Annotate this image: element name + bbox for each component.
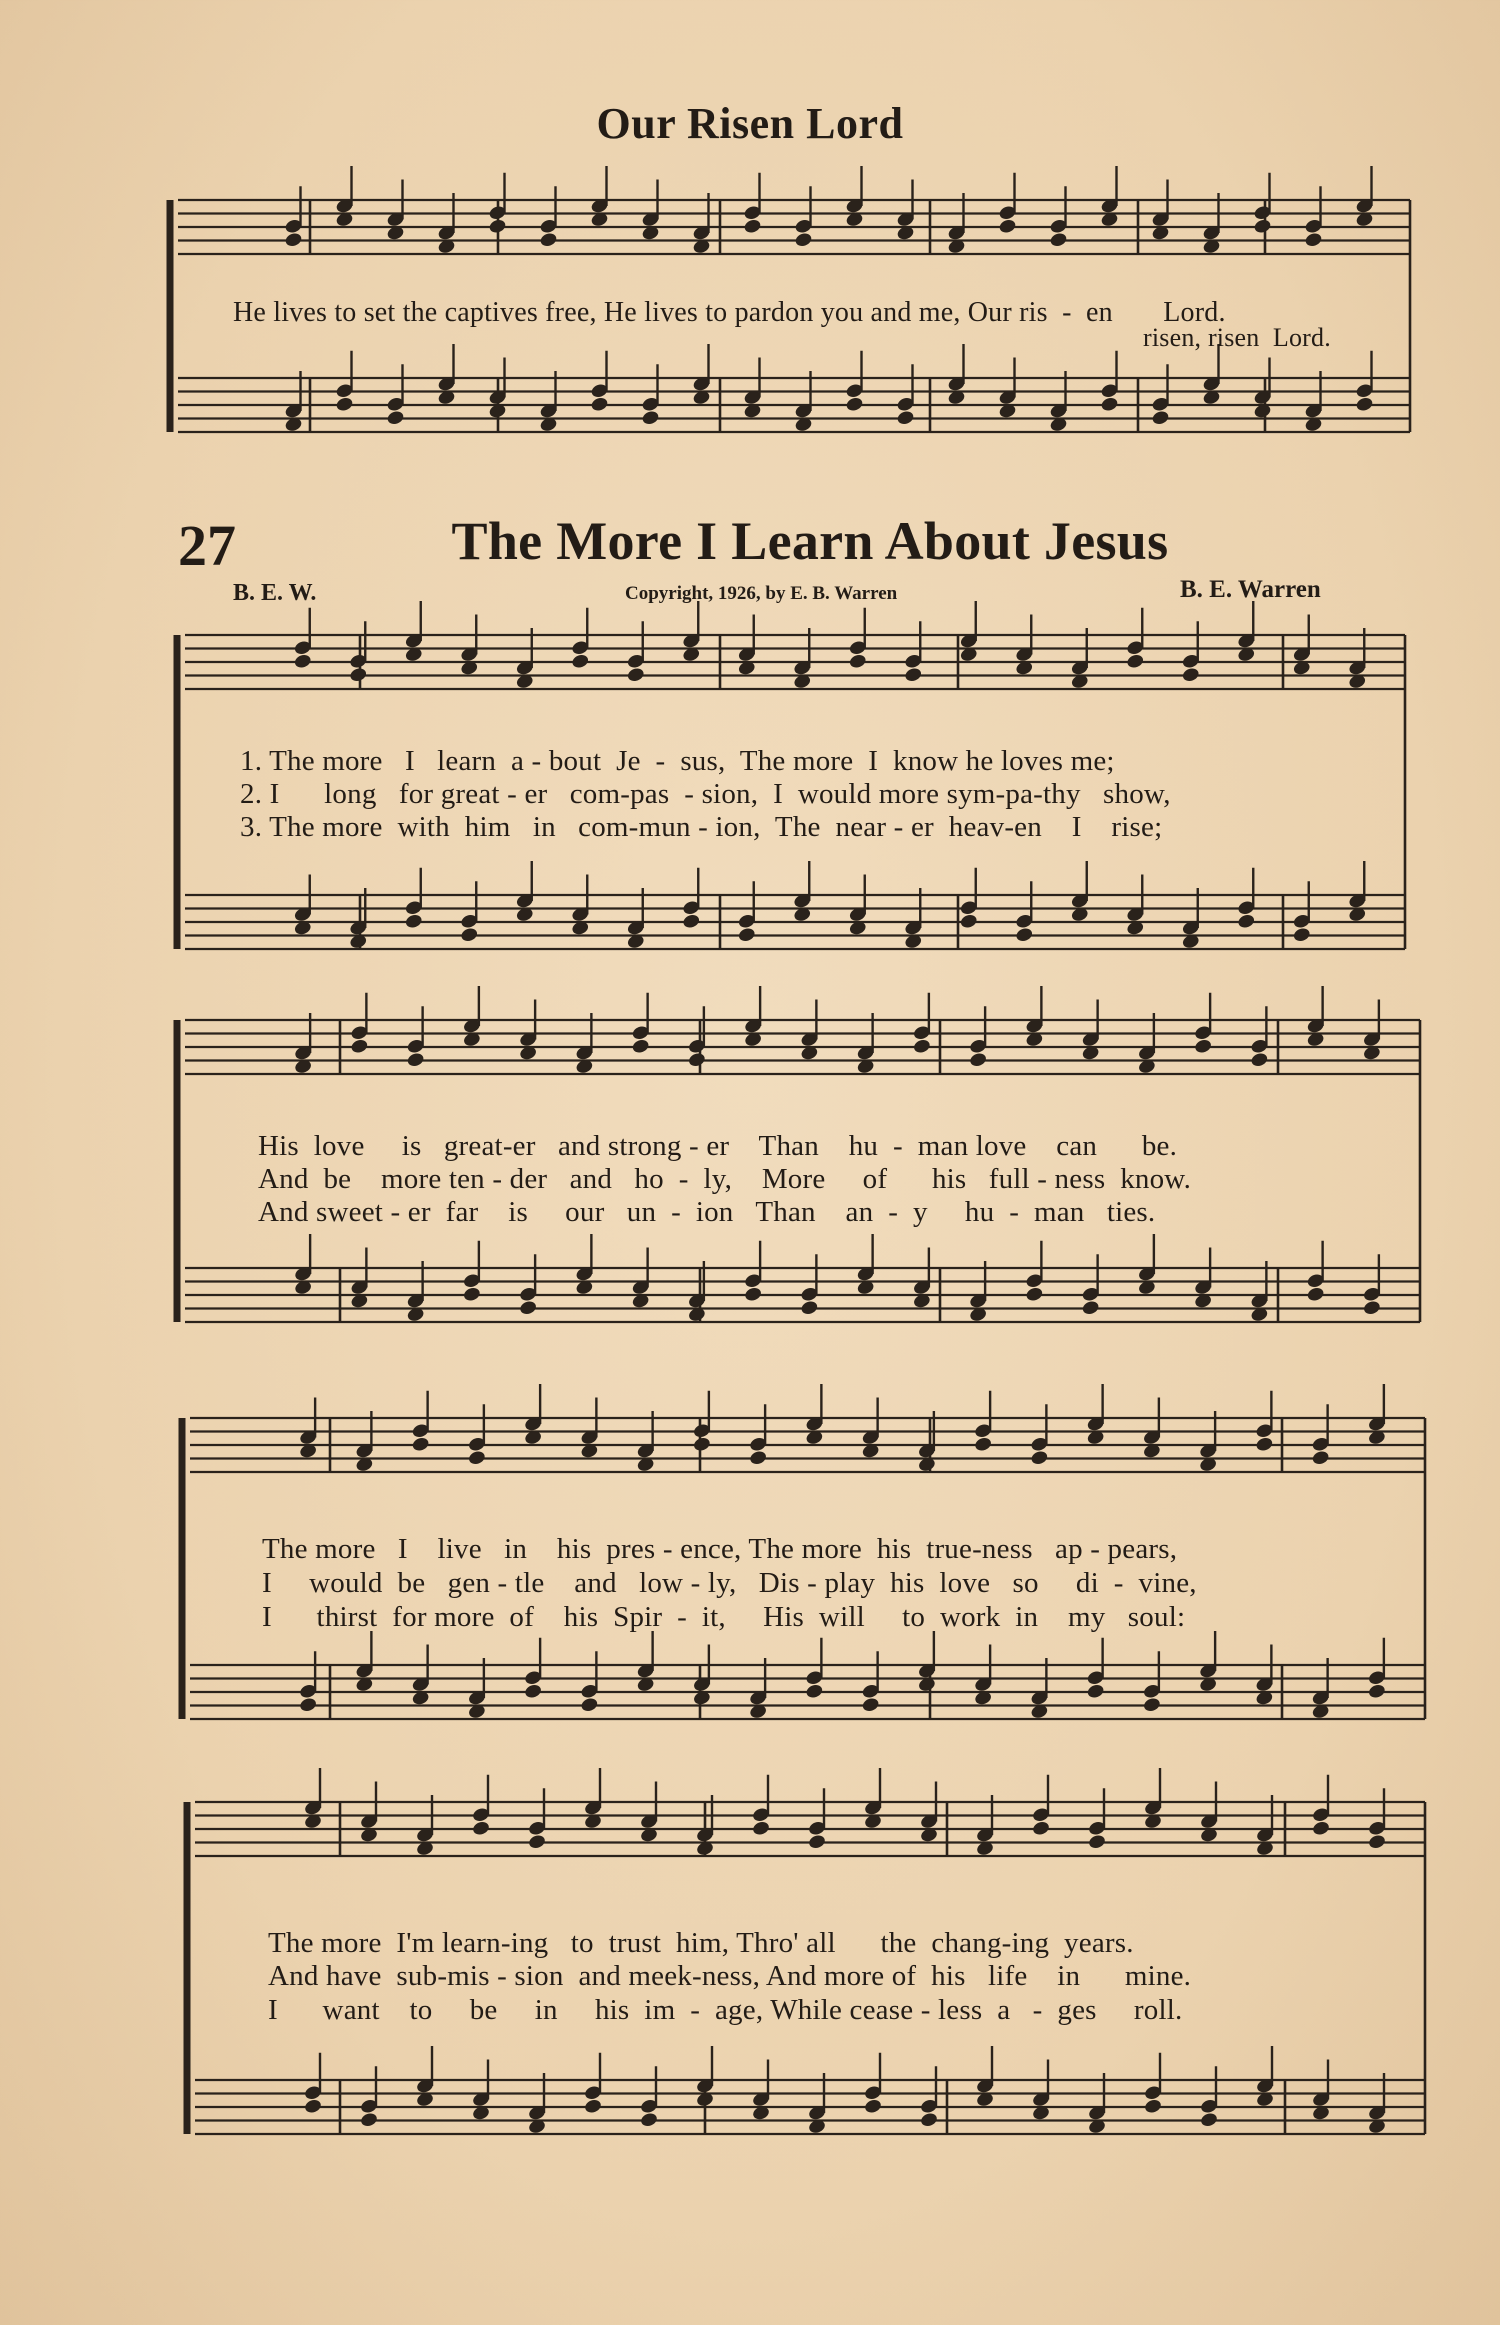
notehead <box>805 1683 824 1700</box>
notehead <box>896 409 915 426</box>
notehead <box>524 1683 543 1700</box>
notehead <box>590 396 609 413</box>
notehead <box>1100 396 1119 413</box>
notehead <box>488 218 507 235</box>
notehead <box>1194 1038 1213 1055</box>
notehead <box>1367 1833 1386 1850</box>
verse-line: I would be gen - tle and low - ly, Dis - play his love so di - vine, <box>262 1567 1197 1599</box>
lyric-line: risen, risen Lord. <box>1143 323 1331 352</box>
notehead <box>687 1051 706 1068</box>
notehead <box>284 231 303 248</box>
notehead <box>1015 926 1034 943</box>
notehead <box>743 218 762 235</box>
notehead <box>583 2098 602 2115</box>
notehead <box>359 2111 378 2128</box>
notehead <box>471 1820 490 1837</box>
notehead <box>462 1286 481 1303</box>
notehead <box>969 1051 988 1068</box>
notehead <box>848 653 867 670</box>
lyric-line: He lives to set the captives free, He lives to pardon you and me, Our ris - en Lord. <box>233 297 1226 328</box>
verse-line: 2. I long for great - er com-pas - sion, I would more sym-pa-thy show, <box>240 778 1171 810</box>
notehead <box>682 913 701 930</box>
notehead <box>1126 653 1145 670</box>
notehead <box>974 1436 993 1453</box>
notehead <box>1143 2098 1162 2115</box>
notehead <box>1292 926 1311 943</box>
notehead <box>293 653 312 670</box>
notehead <box>527 1833 546 1850</box>
verse-line: The more I'm learn-ing to trust him, Thro' all the chang-ing years. <box>268 1927 1134 1959</box>
verse-line: 1. The more I learn a - bout Je - sus, The more I know he loves me; <box>240 745 1115 777</box>
notehead <box>467 1449 486 1466</box>
hymn-number: 27 <box>178 513 236 578</box>
notehead <box>1181 666 1200 683</box>
notehead <box>350 1038 369 1055</box>
notehead <box>959 913 978 930</box>
notehead <box>1081 1299 1100 1316</box>
verse-line: And be more ten - der and ho - ly, More of his full - ness know. <box>258 1163 1192 1195</box>
lyricist-credit: B. E. W. <box>233 580 317 606</box>
notehead <box>1311 1820 1330 1837</box>
notehead <box>1087 1833 1106 1850</box>
notehead <box>519 1299 538 1316</box>
notehead <box>406 1051 425 1068</box>
notehead <box>1311 1449 1330 1466</box>
notehead <box>303 2098 322 2115</box>
notehead <box>580 1696 599 1713</box>
notehead <box>1086 1683 1105 1700</box>
notehead <box>1142 1696 1161 1713</box>
notehead <box>751 1820 770 1837</box>
notehead <box>386 409 405 426</box>
notehead <box>1253 218 1272 235</box>
verse-line: 3. The more with him in com-mun - ion, The near - er heav-en I rise; <box>240 811 1163 843</box>
hymn-title-our-risen-lord: Our Risen Lord <box>596 99 904 148</box>
notehead <box>1355 396 1374 413</box>
notehead <box>1250 1051 1269 1068</box>
notehead <box>807 1833 826 1850</box>
notehead <box>919 2111 938 2128</box>
notehead <box>744 1286 763 1303</box>
notehead <box>749 1449 768 1466</box>
notehead <box>411 1436 430 1453</box>
notehead <box>1306 1286 1325 1303</box>
notehead <box>1255 1436 1274 1453</box>
notehead <box>912 1038 931 1055</box>
notehead <box>539 231 558 248</box>
notehead <box>460 926 479 943</box>
notehead <box>335 396 354 413</box>
notehead <box>1025 1286 1044 1303</box>
verse-line: And sweet - er far is our un - ion Than an - y hu - man ties. <box>258 1196 1156 1228</box>
notehead <box>737 926 756 943</box>
notehead <box>639 2111 658 2128</box>
notehead <box>1151 409 1170 426</box>
notehead <box>800 1299 819 1316</box>
notehead <box>794 231 813 248</box>
notehead <box>631 1038 650 1055</box>
notehead <box>861 1696 880 1713</box>
notehead <box>299 1696 318 1713</box>
notehead <box>863 2098 882 2115</box>
notehead <box>1367 1683 1386 1700</box>
notehead <box>845 396 864 413</box>
notehead <box>692 1436 711 1453</box>
notehead <box>404 913 423 930</box>
notehead <box>1030 1449 1049 1466</box>
verse-line: I want to be in his im - age, While cease - less a - ges roll. <box>268 1994 1183 2026</box>
notehead <box>1199 2111 1218 2128</box>
verse-line: The more I live in his pres - ence, The more his true-ness ap - pears, <box>262 1533 1178 1565</box>
notehead <box>626 666 645 683</box>
composer-credit: B. E. Warren <box>1180 576 1321 603</box>
verse-line: His love is great-er and strong - er Than hu - man love can be. <box>258 1130 1178 1162</box>
hymn-title: The More I Learn About Jesus <box>451 511 1169 571</box>
notehead <box>998 218 1017 235</box>
notehead <box>571 653 590 670</box>
verse-line: I thirst for more of his Spir - it, His will to work in my soul: <box>262 1601 1186 1633</box>
notehead <box>641 409 660 426</box>
notehead <box>1031 1820 1050 1837</box>
notehead <box>349 666 368 683</box>
notehead <box>1304 231 1323 248</box>
copyright-notice: Copyright, 1926, by E. B. Warren <box>625 583 898 604</box>
notehead <box>1237 913 1256 930</box>
notehead <box>904 666 923 683</box>
notehead <box>1049 231 1068 248</box>
notehead <box>1362 1299 1381 1316</box>
verse-line: And have sub-mis - sion and meek-ness, And more of his life in mine. <box>268 1960 1192 1992</box>
